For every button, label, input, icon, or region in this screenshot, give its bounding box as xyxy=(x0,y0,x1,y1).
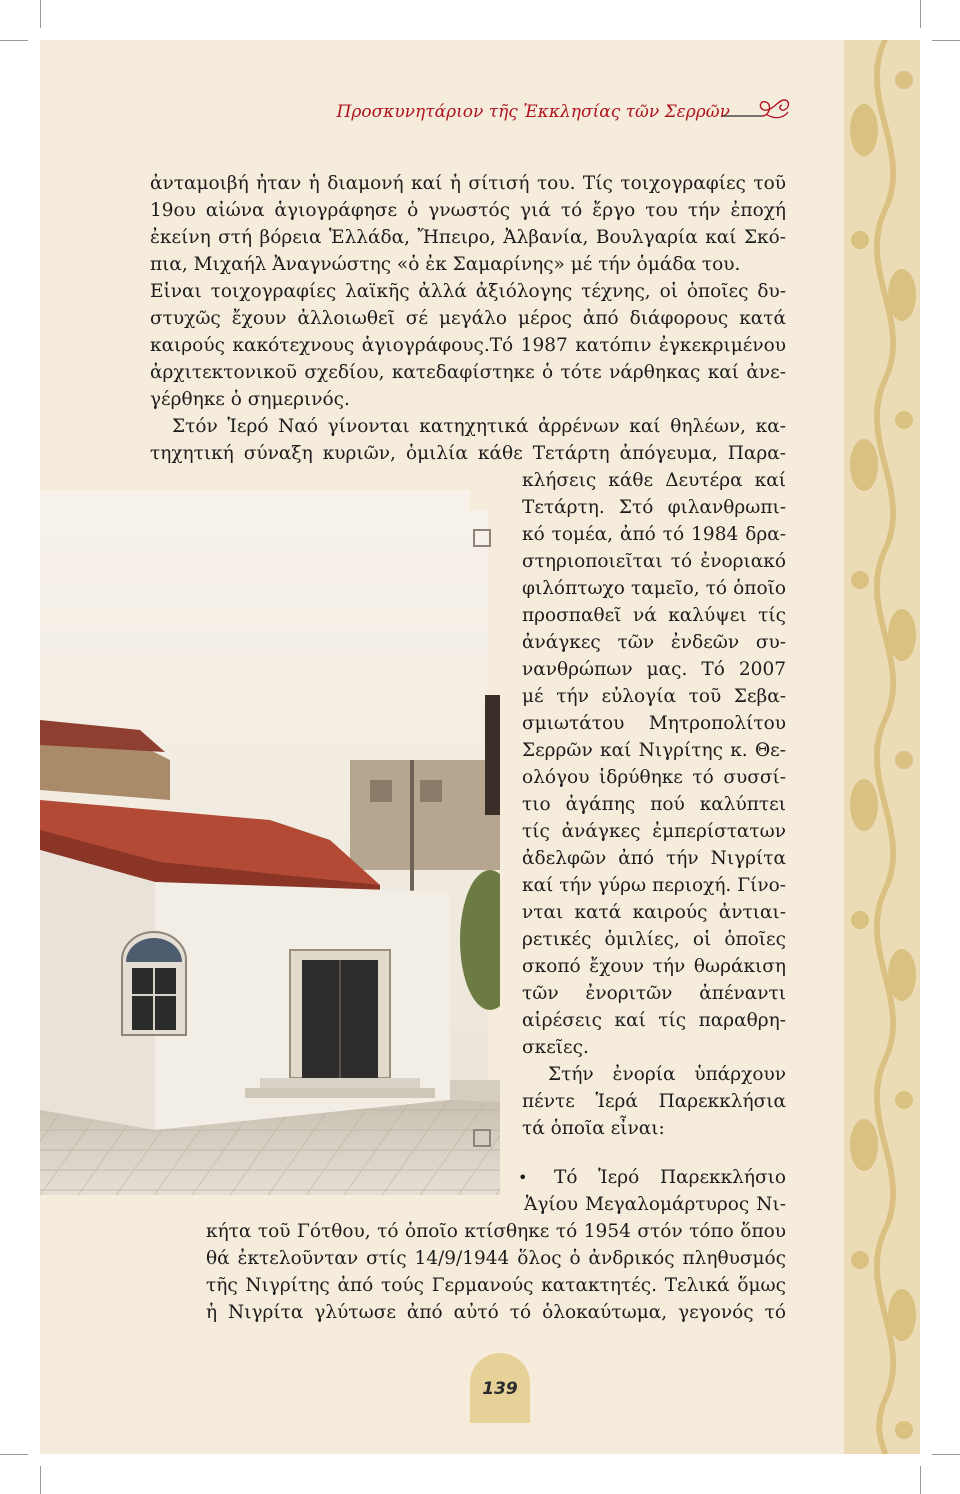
column-line: προσπαθεῖ νά καλύψει τίς xyxy=(522,605,786,626)
column-line: σκοπό ἔχουν τήν θωράκιση xyxy=(522,956,786,977)
column-line: τῶν ἐνοριτῶν ἀπέναντι xyxy=(522,983,786,1004)
column-line: ἀνάγκες τῶν ἐνδεῶν συ- xyxy=(522,632,786,653)
body-line: 19ου αἰώνα ἁγιογράφησε ὁ γνωστός γιά τό ἔργο του τήν ἐποχή xyxy=(150,200,786,221)
scroll-flourish-icon xyxy=(722,94,792,122)
body-line: θά ἐκτελοῦνταν στίς 14/9/1944 ὅλος ὁ ἀνδρικός πληθυσμός xyxy=(206,1248,786,1269)
column-line: Τετάρτη. Στό φιλανθρωπι- xyxy=(522,497,786,518)
column-line: αἱρέσεις καί τίς παραθρη- xyxy=(522,1010,786,1031)
body-line: πια, Μιχαήλ Ἀναγνώστης «ὁ ἐκ Σαμαρίνης» μέ τήν ὁμάδα του. xyxy=(150,254,741,275)
church-photo-illustration xyxy=(40,490,500,1195)
body-line: ἐκείνη στή βόρεια Ἑλλάδα, Ἤπειρο, Ἀλβανία, Βουλγαρία καί Σκό- xyxy=(150,227,786,248)
ornament-border xyxy=(844,40,920,1454)
crop-mark xyxy=(40,0,41,28)
column-line: καί τήν γύρω περιοχή. Γίνο- xyxy=(522,875,786,896)
column-line: στηριοποιεῖται τό ἐνοριακό xyxy=(522,551,786,572)
column-line: Στήν ἐνορία ὑπάρχουν xyxy=(548,1064,786,1085)
column-line: φιλόπτωχο ταμεῖο, τό ὁποῖο xyxy=(522,578,786,599)
body-line: Εἶναι τοιχογραφίες λαϊκῆς ἀλλά ἀξιόλογης τέχνης, οἱ ὁποῖες δυ- xyxy=(150,281,786,302)
column-line: κό τομέα, ἀπό τό 1984 δρα- xyxy=(522,524,786,545)
bullet-line: Τό Ἱερό Παρεκκλήσιο xyxy=(554,1167,786,1188)
body-line: Στόν Ἱερό Ναό γίνονται κατηχητικά ἀρρένων καί θηλέων, κα- xyxy=(172,416,786,437)
column-line: πέντε Ἱερά Παρεκκλήσια xyxy=(522,1091,786,1112)
bullet-icon: • xyxy=(518,1168,528,1187)
crop-mark xyxy=(920,1466,921,1494)
crop-mark xyxy=(0,40,28,41)
column-line: κλήσεις κάθε Δευτέρα καί xyxy=(522,470,786,491)
crop-mark xyxy=(932,1454,960,1455)
column-line: μέ τήν εὐλογία τοῦ Σεβα- xyxy=(522,686,786,707)
column-line: ἀδελφῶν ἀπό τήν Νιγρίτα xyxy=(522,848,786,869)
book-page xyxy=(40,40,920,1454)
body-line: στυχῶς ἔχουν ἀλλοιωθεῖ σέ μεγάλο μέρος ἀπό διάφορους κατά xyxy=(150,308,786,329)
church-photo xyxy=(40,490,500,1195)
column-line: τά ὁποῖα εἶναι: xyxy=(522,1118,665,1139)
column-line: Σερρῶν καί Νιγρίτης κ. Θε- xyxy=(522,740,786,761)
body-line: κήτα τοῦ Γότθου, τό ὁποῖο κτίσθηκε τό 1954 στόν τόπο ὅπου xyxy=(206,1221,786,1242)
bullet-line: Ἁγίου Μεγαλομάρτυρος Νι- xyxy=(524,1194,786,1215)
body-line: τῆς Νιγρίτης ἀπό τούς Γερμανούς κατακτητές. Τελικά ὅμως xyxy=(206,1275,786,1296)
crop-mark xyxy=(920,0,921,28)
page-number-tab xyxy=(470,1353,530,1423)
body-line: γέρθηκε ὁ σημερινός. xyxy=(150,389,350,410)
body-line: ἡ Νιγρίτα γλύτωσε ἀπό αὐτό τό ὁλοκαύτωμα, γεγονός τό xyxy=(206,1302,786,1323)
column-line: ολόγου ἱδρύθηκε τό συσσί- xyxy=(522,767,786,788)
column-line: νται κατά καιρούς ἀντιαι- xyxy=(522,902,786,923)
column-line: τιο ἀγάπης πού καλύπτει xyxy=(522,794,786,815)
body-line: ἀρχιτεκτονικοῦ σχεδίου, κατεδαφίστηκε ὁ τότε νάρθηκας καί ἀνε- xyxy=(150,362,786,383)
column-line: νανθρώπων μας. Τό 2007 xyxy=(522,659,786,680)
page-number: 139 xyxy=(482,1379,518,1399)
body-line: καιρούς κακότεχνους ἁγιογράφους.Τό 1987 κατόπιν ἐγκεκριμένου xyxy=(150,335,786,356)
column-line: ρετικές ὁμιλίες, οἱ ὁποῖες xyxy=(522,929,786,950)
body-line: τηχητική σύναξη κυριῶν, ὁμιλία κάθε Τετάρτη ἀπόγευμα, Παρα- xyxy=(150,443,786,464)
column-line: σκεῖες. xyxy=(522,1037,589,1058)
column-line: τίς ἀνάγκες ἐμπερίστατων xyxy=(522,821,786,842)
crop-mark xyxy=(0,1454,28,1455)
running-title: Προσκυνητάριον τῆς Ἐκκλησίας τῶν Σερρῶν xyxy=(336,102,730,122)
crop-mark xyxy=(932,40,960,41)
column-line: σμιωτάτου Μητροπολίτου xyxy=(522,713,786,734)
body-line: ἀνταμοιβή ἦταν ἡ διαμονή καί ἡ σίτισή του. Τίς τοιχογραφίες τοῦ xyxy=(150,173,786,194)
crop-mark xyxy=(40,1466,41,1494)
baroque-ornament-icon xyxy=(844,40,920,1454)
